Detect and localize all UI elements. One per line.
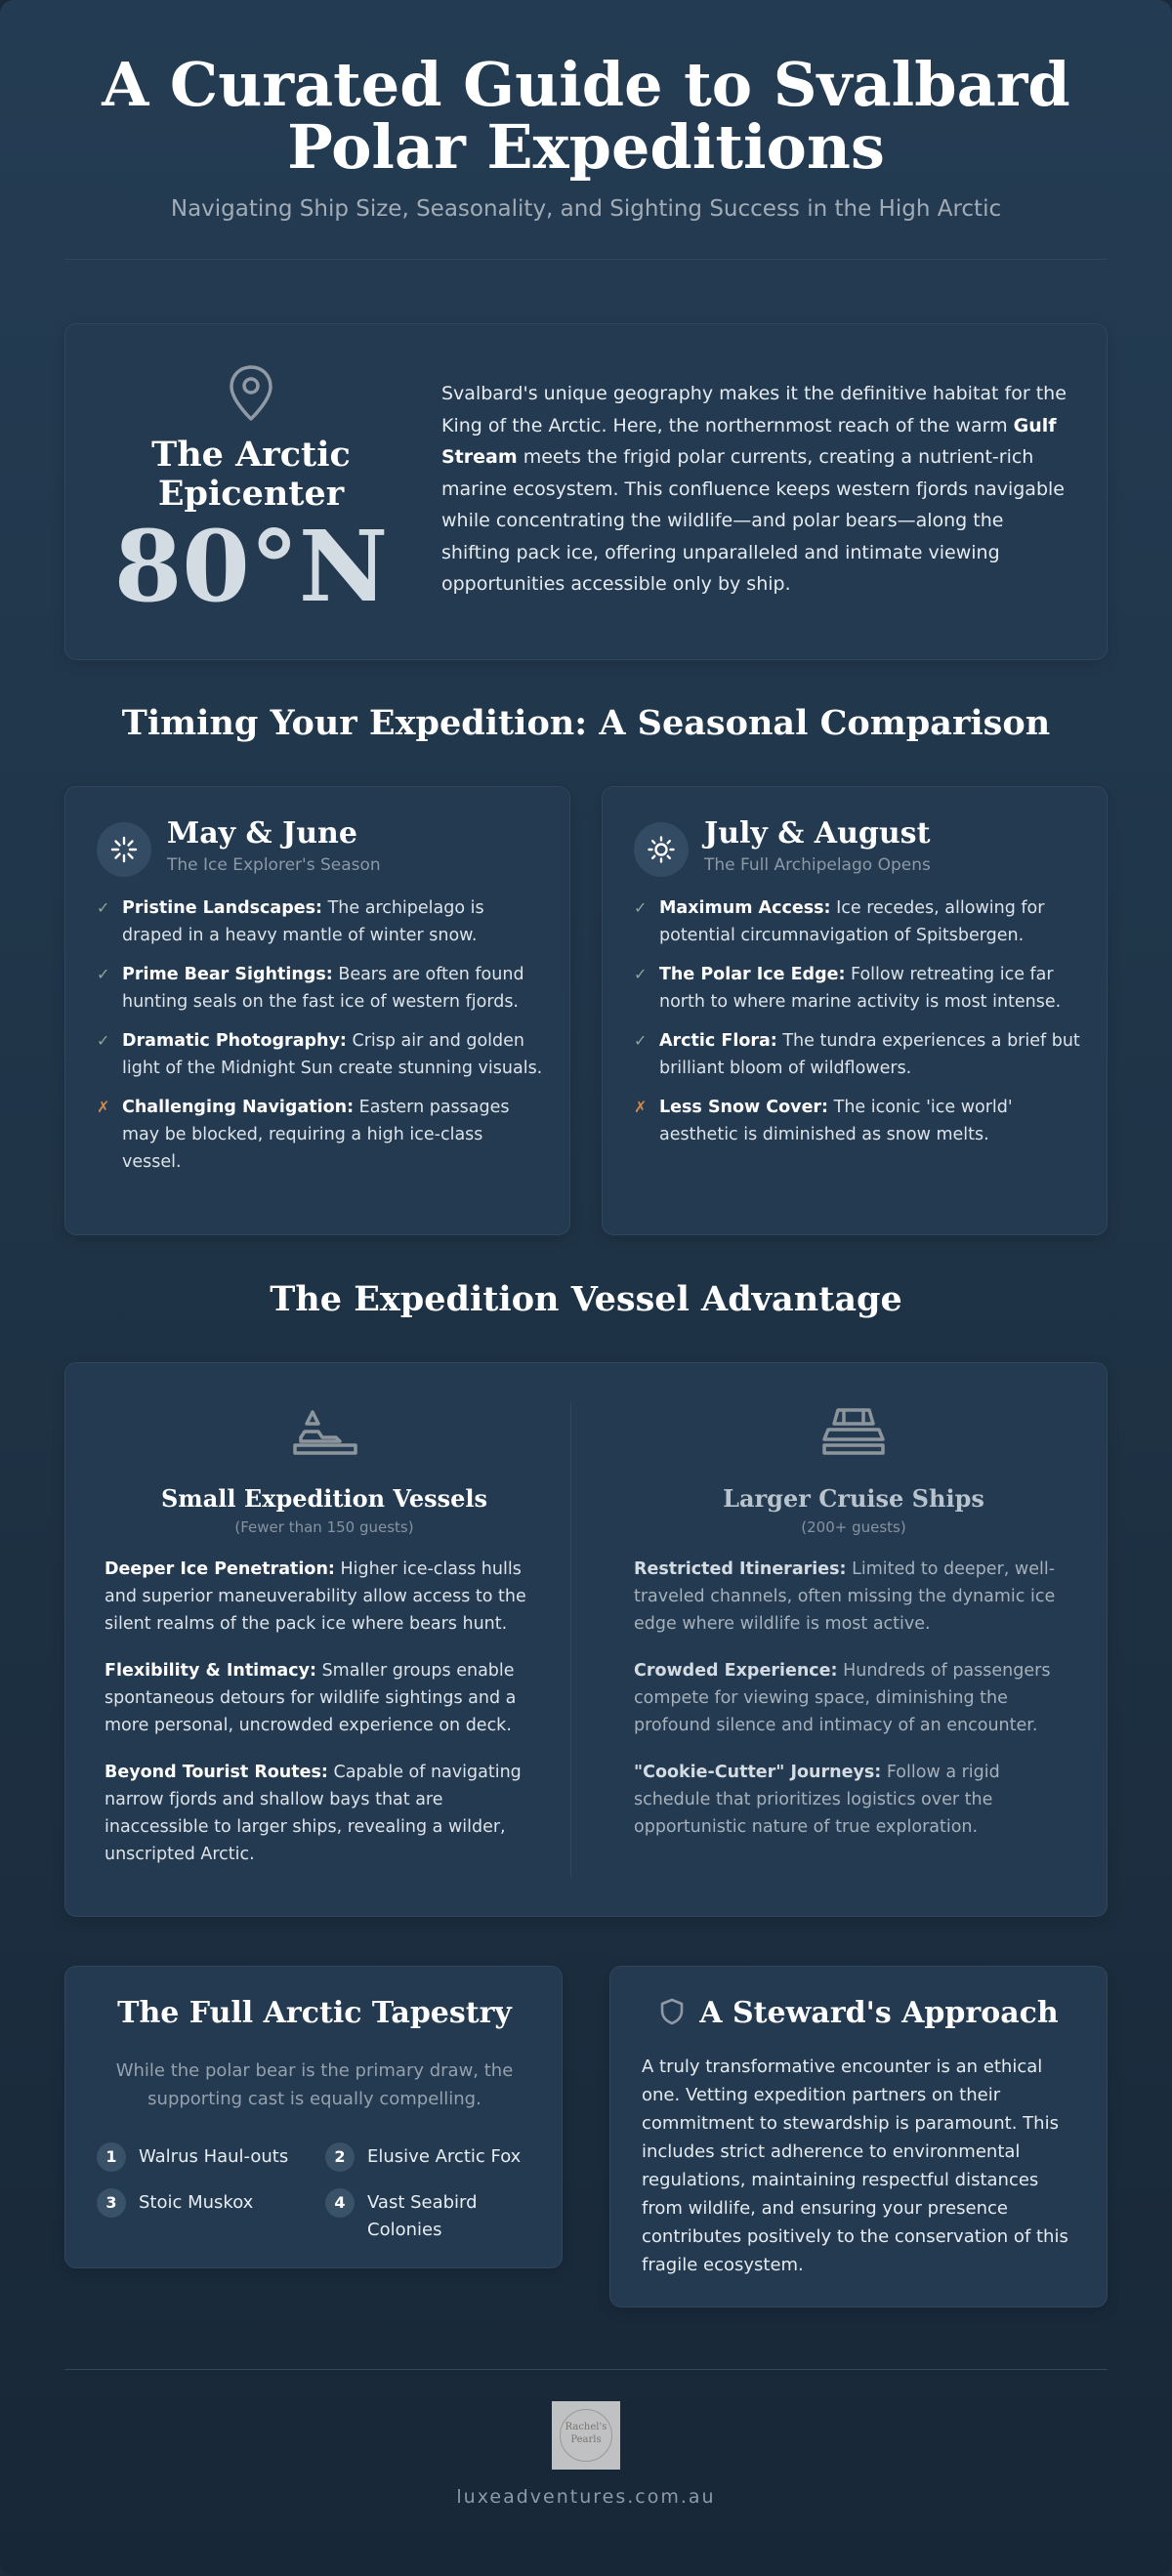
steward-text: A truly transformative encounter is an ethical one. Vetting expedition partners on their commitment to stewardship is paramount. This includes strict adherence to environmental regulations, maintaining respectful distances from wildlife, and ensuring your presence contributes positively to the conservation of this fragile ecosystem. xyxy=(642,2057,1068,2275)
number-badge: 4 xyxy=(325,2188,355,2218)
wildlife-label: Stoic Muskox xyxy=(139,2192,254,2213)
item-text: Follow retreating ice far north to where marine activity is most intense. xyxy=(659,965,1062,1012)
item-text: The tundra experiences a brief but brilliant bloom of wildflowers. xyxy=(659,1031,1080,1078)
check-icon: ✓ xyxy=(97,965,110,983)
seasons-section-title: Timing Your Expedition: A Seasonal Comparison xyxy=(121,703,1051,743)
season-card-july-august xyxy=(602,786,1108,1235)
small-vessels-title: Small Expedition Vessels xyxy=(160,1484,488,1513)
steward-heading xyxy=(610,1996,1109,2030)
epicenter-text-part: meets the frigid polar currents, creating a nutrient-rich marine ecosystem. This confluence keeps western fjords navigable while concentrating the wildlife—and polar bears—along the shifting pack ice, offering unparalleled and intimate viewing opportunities accessible only by ship. xyxy=(441,446,1065,595)
vessel-point xyxy=(634,1759,1073,1841)
item-label: Prime Bear Sightings: xyxy=(122,965,333,984)
season-icon-badge xyxy=(97,822,151,877)
point-label: "Cookie-Cutter" Journeys: xyxy=(634,1763,882,1782)
list-item xyxy=(97,894,546,949)
season-title: July & August xyxy=(704,816,931,851)
point-label: Deeper Ice Penetration: xyxy=(105,1559,335,1579)
website-domain: luxeadventures.com.au xyxy=(456,2486,716,2508)
page-title: A Curated Guide to Svalbard Polar Expeditions xyxy=(102,49,1070,183)
item-text: The iconic 'ice world' aesthetic is diminished as snow melts. xyxy=(659,1098,1013,1144)
vessel-point xyxy=(105,1759,544,1868)
cruise-ship-icon xyxy=(815,1402,893,1465)
point-text: Follow a rigid schedule that prioritizes logistics over the opportunistic nature of true exploration. xyxy=(634,1763,1000,1837)
column-divider xyxy=(570,1402,571,1876)
epicenter-title: The Arctic Epicenter xyxy=(151,435,351,514)
vessel-point xyxy=(634,1556,1073,1638)
steward-approach-card xyxy=(609,1966,1108,2307)
small-vessels-capacity: (Fewer than 150 guests) xyxy=(234,1518,414,1536)
point-text: Capable of navigating narrow fjords and shallow bays that are inaccessible to larger ships, revealing a wilder, unscripted Arctic. xyxy=(105,1763,522,1864)
small-vessels-column xyxy=(105,1402,544,1868)
item-text: Crisp air and golden light of the Midnight Sun create stunning visuals. xyxy=(122,1031,543,1078)
item-text: Bears are often found hunting seals on the fast ice of western fjords. xyxy=(122,965,524,1012)
list-item xyxy=(634,961,1083,1016)
shield-icon xyxy=(660,1998,684,2025)
list-item xyxy=(97,961,546,1016)
vessel-comparison-card xyxy=(64,1362,1108,1917)
page-subtitle: Navigating Ship Size, Seasonality, and Sighting Success in the High Arctic xyxy=(170,196,1002,222)
check-icon: ✓ xyxy=(634,898,648,917)
vessel-point xyxy=(105,1657,544,1739)
cross-icon: ✗ xyxy=(97,1098,110,1116)
point-text: Hundreds of passengers compete for viewing space, diminishing the profound silence and intimacy of an encounter. xyxy=(634,1661,1051,1735)
item-label: The Polar Ice Edge: xyxy=(659,965,846,984)
small-ship-icon xyxy=(287,1402,361,1465)
item-text: The archipelago is draped in a heavy mantle of winter snow. xyxy=(122,898,484,945)
point-text: Higher ice-class hulls and superior maneuverability allow access to the silent realms of the pack ice where bears hunt. xyxy=(105,1559,526,1634)
cross-icon: ✗ xyxy=(634,1098,648,1116)
header xyxy=(0,49,1172,222)
number-badge: 3 xyxy=(97,2188,126,2218)
sun-icon xyxy=(648,836,675,863)
point-label: Crowded Experience: xyxy=(634,1661,838,1681)
season-subtitle: The Full Archipelago Opens xyxy=(704,855,931,875)
number-badge: 1 xyxy=(97,2142,126,2172)
footer-divider xyxy=(64,2369,1108,2370)
vessel-point xyxy=(105,1556,544,1638)
list-item xyxy=(634,1027,1083,1082)
check-icon: ✓ xyxy=(634,965,648,983)
point-label: Beyond Tourist Routes: xyxy=(105,1763,328,1782)
item-label: Challenging Navigation: xyxy=(122,1098,355,1117)
point-text: Limited to deeper, well-traveled channels, often missing the dynamic ice edge where wildlife is most active. xyxy=(634,1559,1056,1634)
item-label: Less Snow Cover: xyxy=(659,1098,829,1117)
item-label: Arctic Flora: xyxy=(659,1031,777,1051)
arctic-tapestry-card xyxy=(64,1966,563,2268)
vessels-section-title: The Expedition Vessel Advantage xyxy=(270,1279,902,1319)
season-icon-badge xyxy=(634,822,689,877)
brand-logo xyxy=(552,2401,620,2470)
epicenter-card xyxy=(64,323,1108,660)
number-badge: 2 xyxy=(325,2142,355,2172)
epicenter-description xyxy=(441,378,1076,601)
season-subtitle: The Ice Explorer's Season xyxy=(167,855,381,875)
header-divider xyxy=(64,259,1108,260)
item-label: Maximum Access: xyxy=(659,898,831,918)
logo-line: Rachel's xyxy=(565,2422,607,2432)
vessel-point xyxy=(634,1657,1073,1739)
large-ships-capacity: (200+ guests) xyxy=(801,1518,906,1536)
point-text: Smaller groups enable spontaneous detours for wildlife sightings and a more personal, uncrowded experience on deck. xyxy=(105,1661,517,1735)
epicenter-summary xyxy=(65,363,437,624)
epicenter-text-part: Svalbard's unique geography makes it the definitive habitat for the King of the Arctic. Here, the northernmost reach of the warm xyxy=(441,383,1067,436)
steward-title: A Steward's Approach xyxy=(699,1996,1059,2030)
wildlife-label: Walrus Haul-outs xyxy=(139,2146,289,2167)
point-label: Flexibility & Intimacy: xyxy=(105,1661,317,1681)
logo-line: Pearls xyxy=(570,2434,602,2445)
large-ships-column xyxy=(634,1402,1073,1841)
check-icon: ✓ xyxy=(97,1031,110,1050)
gulf-stream-highlight: Gulf Stream xyxy=(441,414,1057,468)
check-icon: ✓ xyxy=(634,1031,648,1050)
epicenter-latitude: 80°N xyxy=(113,509,389,624)
list-item xyxy=(634,894,1083,949)
wildlife-label: Vast Seabird Colonies xyxy=(367,2192,478,2240)
logo-text xyxy=(552,2421,620,2446)
season-title: May & June xyxy=(167,816,357,851)
check-icon: ✓ xyxy=(97,898,110,917)
list-item xyxy=(634,1094,1083,1148)
wildlife-label: Elusive Arctic Fox xyxy=(367,2146,522,2167)
map-pin-icon xyxy=(226,363,276,424)
item-text: Ice recedes, allowing for potential circumnavigation of Spitsbergen. xyxy=(659,898,1045,945)
item-label: Pristine Landscapes: xyxy=(122,898,323,918)
tapestry-description: While the polar bear is the primary draw, the supporting cast is equally compelling. xyxy=(115,2060,514,2109)
item-label: Dramatic Photography: xyxy=(122,1031,347,1051)
list-item xyxy=(97,1094,546,1176)
list-item xyxy=(97,1027,546,1082)
point-label: Restricted Itineraries: xyxy=(634,1559,847,1579)
tapestry-title: The Full Arctic Tapestry xyxy=(117,1996,512,2030)
snowflake-icon xyxy=(110,836,138,863)
season-card-may-june xyxy=(64,786,570,1235)
season-list xyxy=(97,894,546,1187)
item-text: Eastern passages may be blocked, requiring a high ice-class vessel. xyxy=(122,1098,510,1172)
season-list xyxy=(634,894,1083,1160)
large-ships-title: Larger Cruise Ships xyxy=(723,1484,984,1513)
